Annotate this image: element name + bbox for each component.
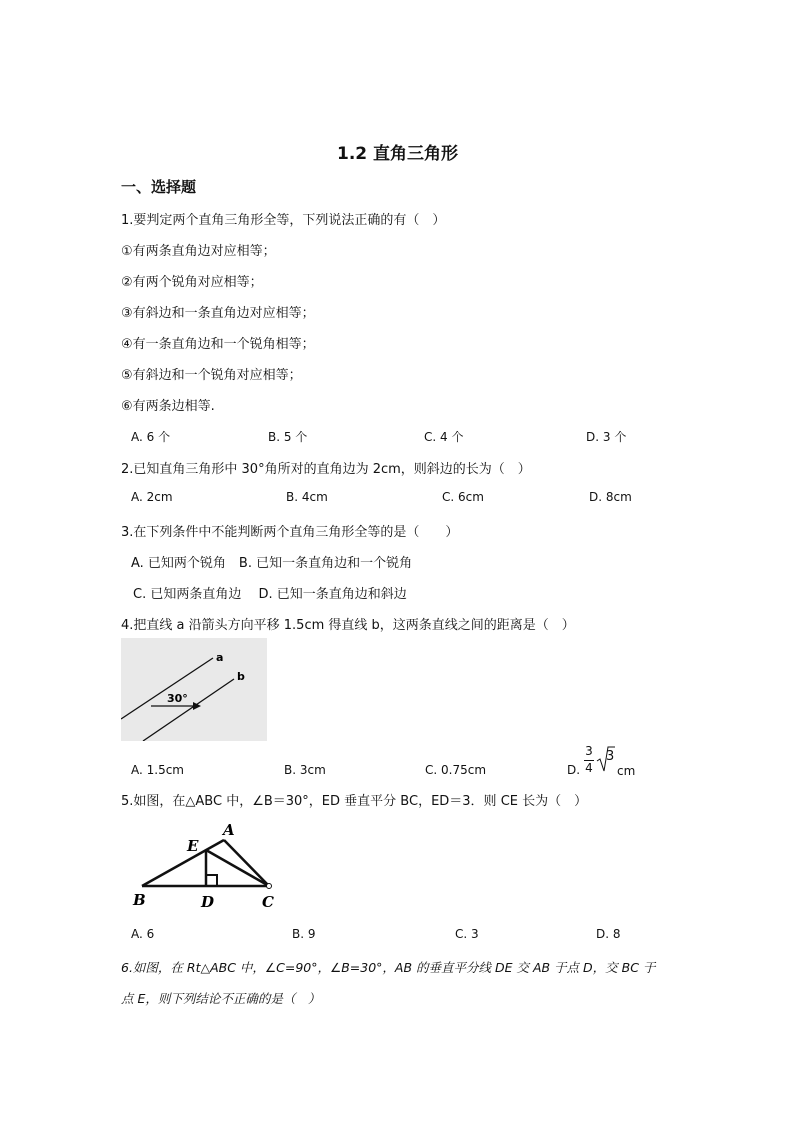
q5-option-c: C. 3 [455, 927, 479, 941]
section-heading: 一、选择题 [121, 178, 197, 196]
parallel-lines-diagram [121, 638, 267, 741]
q4-option-a: A. 1.5cm [131, 763, 184, 777]
arrowhead-icon [193, 702, 201, 710]
label-point-d: D [201, 893, 215, 911]
page-title: 1.2 直角三角形 [337, 144, 459, 164]
q5-option-a: A. 6 [131, 927, 155, 941]
d-fraction-denominator: 4 [585, 761, 593, 775]
d-unit: cm [617, 764, 636, 778]
label-b: b [237, 670, 245, 683]
q1-item-2: ②有两个锐角对应相等； [121, 275, 263, 290]
q1-option-c: C. 4 个 [424, 430, 464, 444]
q4-stem: 4.把直线 a 沿箭头方向平移 1.5cm 得直线 b，这两条直线之间的距离是（ ） [121, 618, 575, 633]
q2-option-a: A. 2cm [131, 490, 173, 504]
label-point-e: E [187, 837, 199, 855]
q1-item-4: ④有一条直角边和一个锐角相等； [121, 337, 315, 352]
label-vertex-b: B [133, 891, 146, 909]
label-a: a [216, 651, 224, 664]
label-vertex-a: A [223, 821, 235, 839]
q3-stem: 3.在下列条件中不能判断两个直角三角形全等的是（ ） [121, 525, 459, 540]
q4-option-d: D. [567, 763, 581, 777]
triangle-abc-diagram [128, 818, 288, 913]
q3-options-row-1: A. 已知两个锐角 B. 已知一条直角边和一个锐角 [131, 556, 413, 571]
point-c-dot [267, 884, 272, 889]
q1-option-a: A. 6 个 [131, 430, 171, 444]
q1-item-6: ⑥有两条边相等. [121, 399, 215, 414]
q4-option-c: C. 0.75cm [425, 763, 487, 777]
label-vertex-c: C [262, 893, 274, 911]
q1-item-3: ③有斜边和一条直角边对应相等； [121, 306, 315, 321]
d-radicand: 3 [606, 749, 615, 764]
right-angle-mark-icon [206, 875, 217, 886]
q1-stem: 1.要判定两个直角三角形全等，下列说法正确的有（ ） [121, 213, 446, 228]
q2-option-c: C. 6cm [442, 490, 484, 504]
q3-options-row-2: C. 已知两条直角边 D. 已知一条直角边和斜边 [133, 587, 407, 602]
line-a [121, 658, 213, 719]
q5-option-d: D. 8 [596, 927, 621, 941]
q4-option-b: B. 3cm [284, 763, 326, 777]
q4-figure [121, 638, 267, 741]
line-b [143, 679, 234, 741]
q2-stem: 2.已知直角三角形中 30°角所对的直角边为 2cm，则斜边的长为（ ） [121, 462, 531, 477]
angle-label: 30° [167, 692, 188, 705]
q2-option-b: B. 4cm [286, 490, 328, 504]
q2-option-d: D. 8cm [589, 490, 632, 504]
q5-stem: 5.如图，在△ABC 中，∠B＝30°，ED 垂直平分 BC，ED＝3．则 CE 长为（ ） [121, 794, 588, 809]
q1-option-b: B. 5 个 [268, 430, 308, 444]
d-fraction-numerator: 3 [585, 744, 593, 758]
side-ba [142, 840, 224, 886]
q5-option-b: B. 9 [292, 927, 316, 941]
q6-stem-line-1: 6.如图，在 Rt△ABC 中，∠C=90°，∠B=30°，AB 的垂直平分线 DE 交 AB 于点 D，交 BC 于 [121, 960, 656, 975]
q1-item-5: ⑤有斜边和一个锐角对应相等； [121, 368, 302, 383]
q6-stem-line-2: 点 E，则下列结论不正确的是（ ） [121, 991, 321, 1006]
q1-option-d: D. 3 个 [586, 430, 627, 444]
q1-item-1: ①有两条直角边对应相等； [121, 244, 276, 259]
